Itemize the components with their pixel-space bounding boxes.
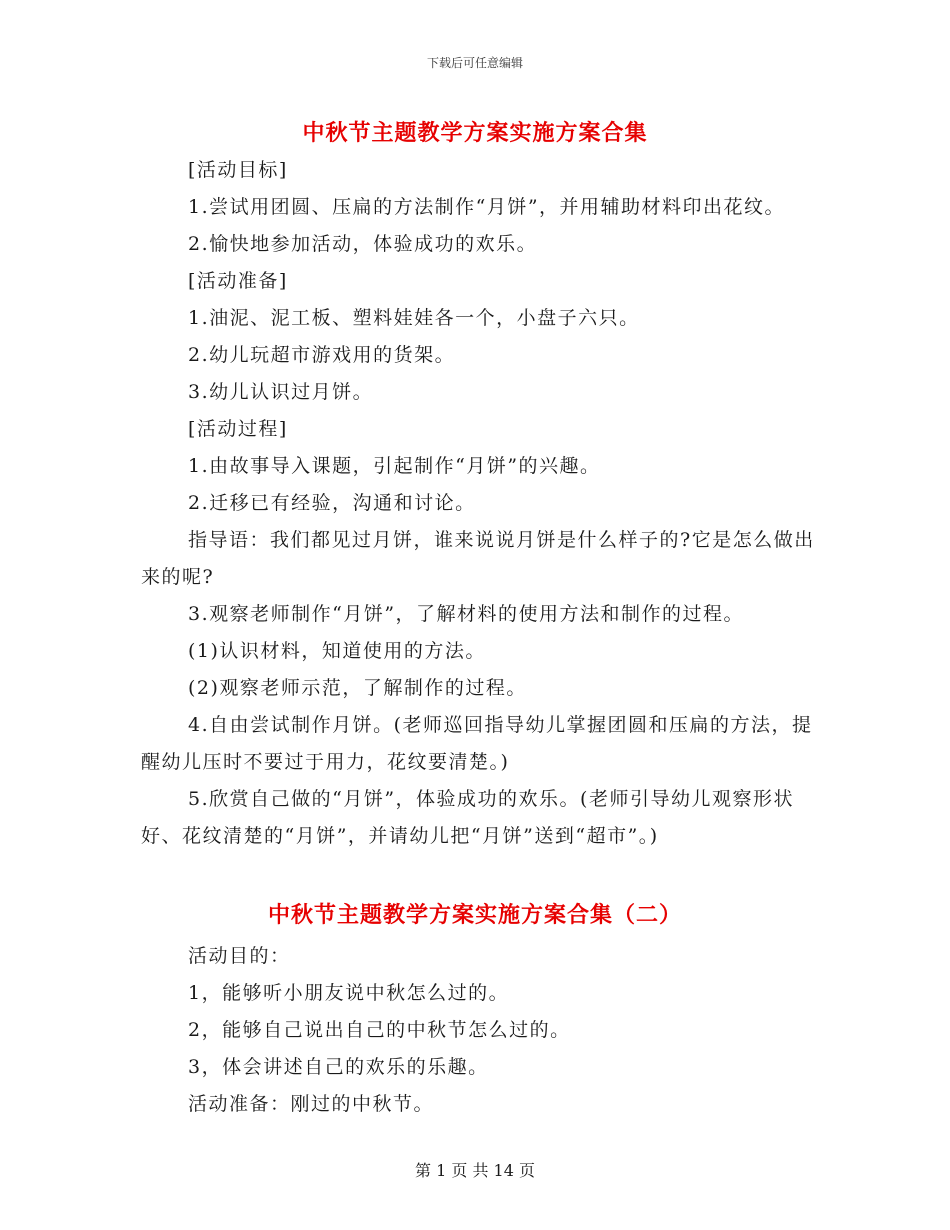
paragraph: 2.幼儿玩超市游戏用的货架。 [188,344,456,366]
paragraph: (1)认识材料，知道使用的方法。 [188,640,486,662]
heading-activity-goals: [活动目标] [188,159,288,181]
paragraph: 2.愉快地参加活动，体验成功的欢乐。 [188,233,538,255]
page-footer: 第 1 页 共 14 页 [415,1161,535,1180]
paragraph: 4.自由尝试制作月饼。(老师巡回指导幼儿掌握团圆和压扁的方法，提醒幼儿压时不要过于用力，花纹要清楚。) [141,714,813,773]
paragraph: 活动准备：刚过的中秋节。 [188,1093,435,1115]
paragraph: 1.油泥、泥工板、塑料娃娃各一个，小盘子六只。 [188,307,640,329]
page-header-note: 下载后可任意编辑 [426,56,523,70]
document-title: 中秋节主题教学方案实施方案合集 [302,120,648,146]
paragraph: 3.观察老师制作“月饼”，了解材料的使用方法和制作的过程。 [188,603,745,625]
paragraph: 指导语：我们都见过月饼，谁来说说月饼是什么样子的?它是怎么做出来的呢? [141,529,815,588]
heading-activity-prep: [活动准备] [188,270,288,292]
paragraph: 1.尝试用团圆、压扁的方法制作“月饼”，并用辅助材料印出花纹。 [188,196,786,218]
paragraph: (2)观察老师示范，了解制作的过程。 [188,677,527,699]
heading-activity-process: [活动过程] [188,418,288,440]
section-1-body [141,152,817,855]
paragraph: 1.由故事导入课题，引起制作“月饼”的兴趣。 [188,455,601,477]
paragraph: 1，能够听小朋友说中秋怎么过的。 [188,982,510,1004]
section-2-title: 中秋节主题教学方案实施方案合集（二） [267,902,682,928]
section-2-body [141,938,817,1123]
paragraph: 5.欣赏自己做的“月饼”，体验成功的欢乐。(老师引导幼儿观察形状好、花纹清楚的“月饼”，并请幼儿把“月饼”送到“超市”。) [141,788,794,847]
paragraph: 2，能够自己说出自己的中秋节怎么过的。 [188,1019,571,1041]
paragraph: 3.幼儿认识过月饼。 [188,381,374,403]
paragraph: 活动目的： [188,945,291,967]
paragraph: 3，体会讲述自己的欢乐的乐趣。 [188,1056,489,1078]
paragraph: 2.迁移已有经验，沟通和讨论。 [188,492,476,514]
